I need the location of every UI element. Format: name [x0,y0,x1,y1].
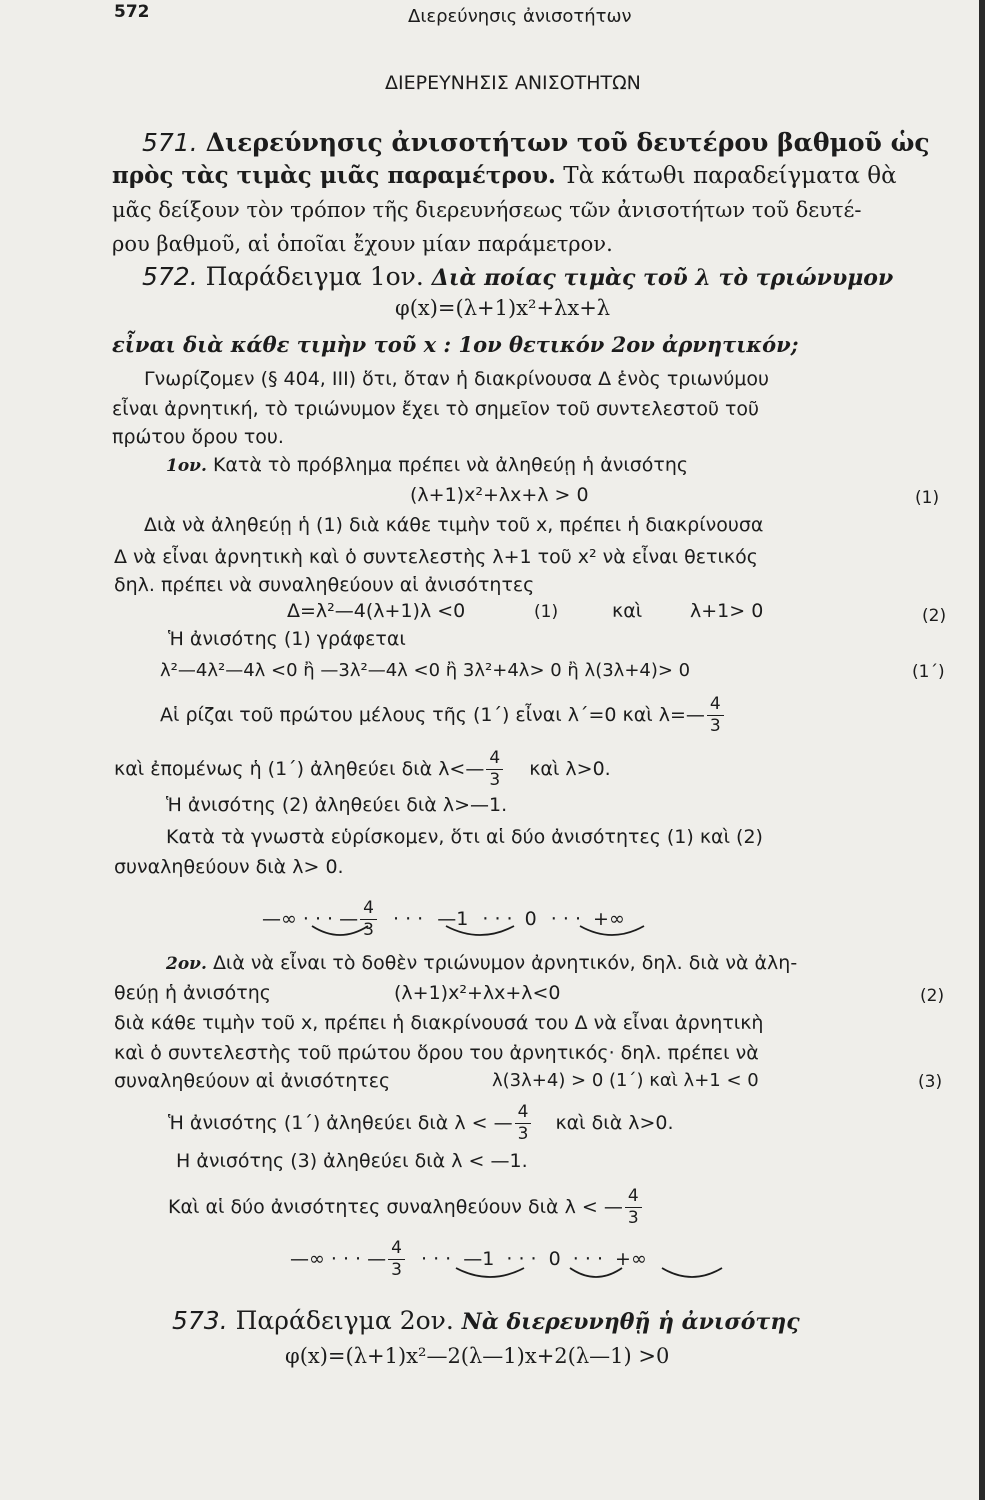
equation-tag-1: (1) [915,488,940,508]
inequality-2-holds: Ἡ ἀνισότης (2) ἀληθεύει διὰ λ>—1. [166,794,508,816]
consequently-line [114,750,611,789]
section-572-question-end: εἶναι διὰ κάθε τιμὴν τοῦ x : 1ον θετικόν 2ον ἀρνητικόν; [112,332,799,357]
fraction-four-thirds [486,750,503,789]
case-1-text: Κατὰ τὸ πρόβλημα πρέπει νὰ ἀληθεύῃ ἡ ἀνισότης [212,454,689,476]
interval-arc [662,1268,722,1277]
dots: · · · [421,1248,452,1270]
case-2-text: Διὰ νὰ εἶναι τὸ δοθὲν τριώνυμον ἀρνητικόν, δηλ. διὰ νὰ ἀλη- [212,952,798,974]
trinomial-formula: φ(x)=(λ+1)x²+λx+λ [395,296,611,320]
number-line-1-arcs [300,918,760,948]
fraction-numerator: 4 [388,1240,405,1260]
case-2-intro [166,952,797,974]
plus-infinity: +∞ [593,908,625,930]
interval-arc [312,926,368,935]
fraction-denominator: 3 [391,1260,402,1280]
fraction-denominator: 3 [363,920,374,940]
consequently-text: καὶ ἐπομένως ἡ (1΄) ἀληθεύει διὰ λ<— [114,758,485,780]
case-2-holds-3: Η ἀνισότης (3) ἀληθεύει διὰ λ < —1. [176,1150,528,1172]
minus-one: —1 [463,1248,495,1270]
fraction-numerator: 4 [486,750,503,770]
known-fact-line-3: πρώτου ὅρου του. [112,426,284,448]
inequality-chain: λ²—4λ²—4λ <0 ἢ —3λ²—4λ <0 ἢ 3λ²+4λ> 0 ἢ λ(3λ+4)> 0 [160,660,691,681]
roots-line [160,696,726,735]
section-571-line-2 [112,162,897,189]
case-2-line-b: θεύῃ ἡ ἀνισότης [114,982,271,1004]
dots: · · · [506,1248,537,1270]
case-2-line-d: καὶ ὁ συντελεστὴς τοῦ πρώτου ὅρου του ἀρνητικός· δηλ. πρέπει νὰ [114,1042,759,1064]
known-find-line: Κατὰ τὰ γνωστὰ εὑρίσκομεν, ὅτι αἱ δύο ἀνισότητες (1) καὶ (2) [166,826,763,848]
minus-sign: — [339,908,359,930]
case-2-inequalities: λ(3λ+4) > 0 (1΄) καὶ λ+1 < 0 [492,1070,759,1091]
interval-arc [456,1268,524,1277]
fraction-four-thirds [707,696,724,735]
section-572-question: Διὰ ποίας τιμὰς τοῦ λ τὸ τριώνυμον [431,265,894,291]
dots: · · · [330,1248,362,1270]
fraction-numerator: 4 [360,900,377,920]
section-number-573: 573. [172,1306,228,1335]
inequality-2-tag: (2) [920,986,945,1006]
both-text: Καὶ αἱ δύο ἀνισότητες συναληθεύουν διὰ λ < — [168,1196,623,1218]
section-number-571: 571. [142,128,198,157]
dots: · · · [550,908,581,930]
dots: · · · [302,908,334,930]
condition-tag-1: (1) [534,602,559,622]
page-edge-shadow [979,0,985,1500]
section-571-line-4: ρου βαθμοῦ, αἱ ὁποῖαι ἔχουν μίαν παράμετρον. [112,232,613,256]
plus-infinity: +∞ [615,1248,647,1270]
section-571-title-end: πρὸς τὰς τιμὰς μιᾶς παραμέτρου. [112,162,556,189]
case-2-holds-1 [168,1104,674,1143]
section-573-formula: φ(x)=(λ+1)x²—2(λ—1)x+2(λ—1) >0 [285,1344,670,1368]
case-2-label: 2ον. [166,954,207,974]
zero: 0 [548,1248,561,1270]
case-1-line-b: Διὰ νὰ ἀληθεύῃ ἡ (1) διὰ κάθε τιμὴν τοῦ x, πρέπει ἡ διακρίνουσα [144,514,764,536]
case-1-intro [166,454,688,476]
section-571-line-3: μᾶς δείξουν τὸν τρόπον τῆς διερευνήσεως τῶν ἀνισοτήτων τοῦ δευτέ- [112,198,862,222]
roots-text: Αἱ ρίζαι τοῦ πρώτου μέλους τῆς (1΄) εἶναι λ΄=0 καὶ λ=— [160,704,705,726]
interval-arc [446,926,514,935]
fraction-four-thirds [625,1188,642,1227]
minus-sign: — [367,1248,387,1270]
known-fact-line-2: εἶναι ἀρνητική, τὸ τριώνυμον ἔχει τὸ σημεῖον τοῦ συντελεστοῦ τοῦ [112,398,760,420]
holds-text: Ἡ ἀνισότης (1΄) ἀληθεύει διὰ λ < — [168,1112,513,1134]
case-2-line-c: διὰ κάθε τιμὴν τοῦ x, πρέπει ἡ διακρίνουσά του Δ νὰ εἶναι ἀρνητικὴ [114,1012,764,1034]
section-571-text: Τὰ κάτωθι παραδείγματα θὰ [563,163,897,189]
section-573-question: Νὰ διερευνηθῇ ἡ ἀνισότης [461,1309,800,1335]
case-2-line-e: συναληθεύουν αἱ ἀνισότητες [114,1070,391,1092]
fraction-four-thirds [515,1104,532,1143]
interval-arc [580,926,644,935]
dots: · · · [393,908,424,930]
section-573-title: Παράδειγμα 2ον. [235,1306,454,1335]
interval-arc [570,1268,622,1277]
running-head: Διερεύνησις ἀνισοτήτων [408,6,632,27]
dots: · · · [572,1248,603,1270]
fraction-four-thirds [388,1240,405,1279]
second-condition: λ+1> 0 [690,600,764,622]
case-1-label: 1ον. [166,456,207,476]
case-1-line-c: Δ νὰ εἶναι ἀρνητικὴ καὶ ὁ συντελεστὴς λ+1 τοῦ x² νὰ εἶναι θετικός [114,546,758,568]
and-word: καὶ [612,600,643,622]
minus-infinity: —∞ [262,908,297,930]
minus-infinity: —∞ [290,1248,325,1270]
fraction-numerator: 4 [707,696,724,716]
dots: · · · [482,908,513,930]
holds-text-end: καὶ διὰ λ>0. [555,1112,674,1134]
case-1-line-d: δηλ. πρέπει νὰ συναληθεύουν αἱ ἀνισότητες [114,574,535,596]
write-line: Ἡ ἀνισότης (1) γράφεται [168,628,406,650]
fraction-numerator: 4 [515,1104,532,1124]
fraction-denominator: 3 [517,1124,529,1144]
page-number: 572 [114,2,150,22]
fraction-denominator: 3 [489,770,501,790]
zero: 0 [524,908,537,930]
fraction-denominator: 3 [709,716,721,736]
minus-one: —1 [437,908,469,930]
section-572-title: Παράδειγμα 1ον. [205,262,424,291]
chain-tag: (1΄) [912,662,945,682]
and-positive: καὶ λ>0. [529,758,611,780]
fraction-denominator: 3 [627,1208,639,1228]
section-571-title: Διερεύνησις ἀνισοτήτων τοῦ δευτέρου βαθμοῦ ὡς [205,128,930,157]
case-2-both [168,1188,644,1227]
discriminant-condition: Δ=λ²—4(λ+1)λ <0 [287,600,466,622]
section-571 [142,128,930,157]
concur-line: συναληθεύουν διὰ λ> 0. [114,856,344,878]
section-573-heading [172,1306,800,1335]
fraction-numerator: 4 [625,1188,642,1208]
inequality-1: (λ+1)x²+λx+λ > 0 [410,484,589,506]
number-line-2-arcs [430,1262,750,1292]
condition-tag-2: (2) [922,606,947,626]
section-title: ΔΙΕΡΕΥΝΗΣΙΣ ΑΝΙΣΟΤΗΤΩΝ [385,72,641,94]
inequality-2: (λ+1)x²+λx+λ<0 [394,982,561,1004]
section-number-572: 572. [142,262,198,291]
known-fact-line-1: Γνωρίζομεν (§ 404, III) ὅτι, ὅταν ἡ διακρίνουσα Δ ἑνὸς τριωνύμου [144,368,770,390]
case-2-tag: (3) [918,1072,943,1092]
section-572-heading [142,262,893,291]
